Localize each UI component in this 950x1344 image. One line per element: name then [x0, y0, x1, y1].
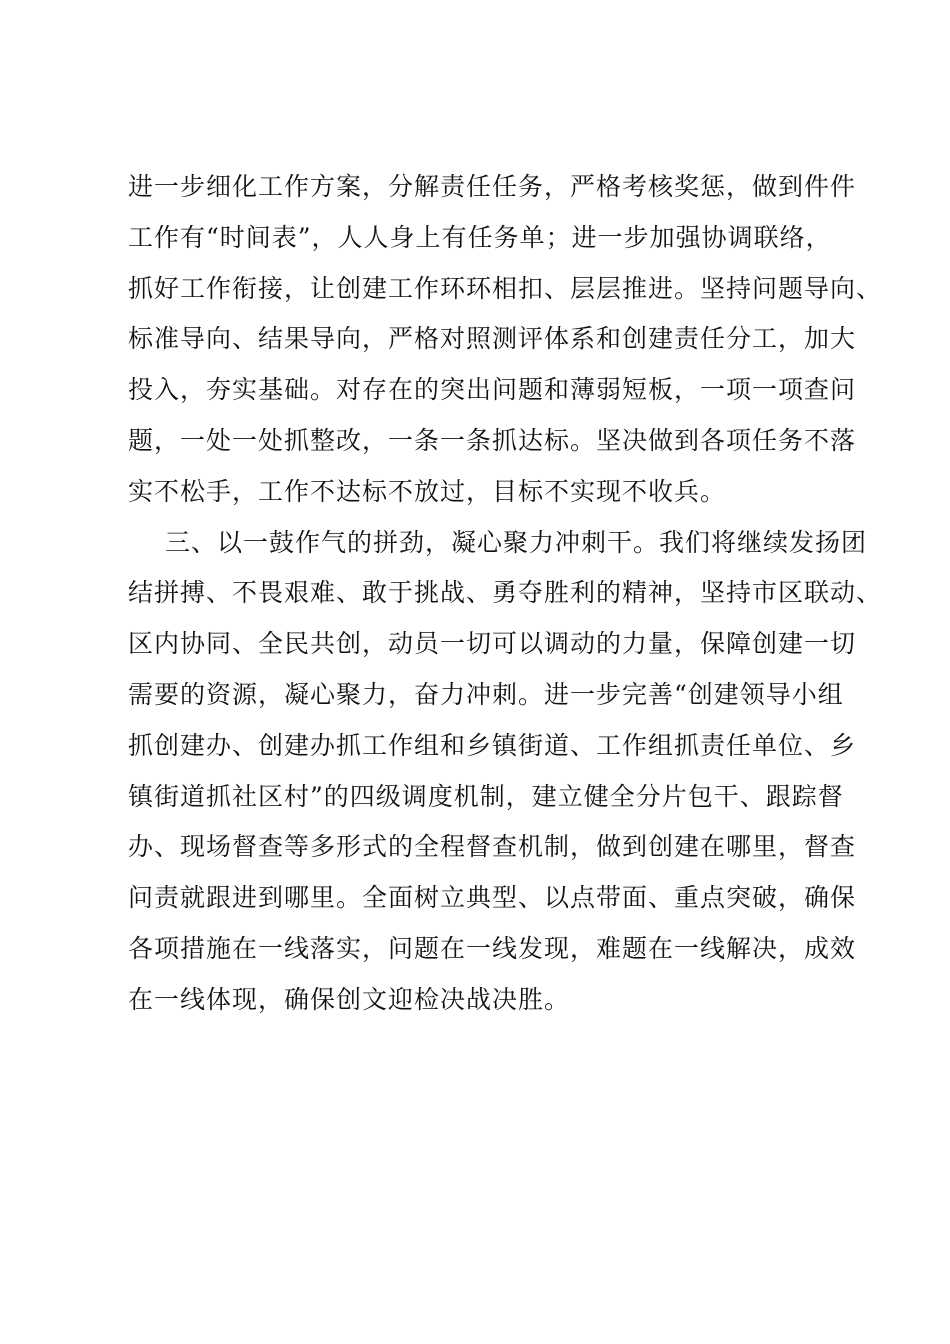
paragraph-line: 进一步细化工作方案，分解责任任务，严格考核奖惩，做到件件 [128, 172, 857, 201]
paragraph-line: 办、现场督查等多形式的全程督查机制，做到创建在哪里，督查 [128, 832, 857, 862]
paragraph-line: 工作有“时间表”，人人身上有任务单；进一步加强协调联络， [128, 222, 832, 252]
paragraph-line: 在一线体现，确保创文迎检决战决胜。 [128, 984, 571, 1014]
paragraph-line: 抓好工作衔接，让创建工作环环相扣、层层推进。坚持问题导向、 [128, 273, 883, 303]
paragraph-line: 题，一处一处抓整改，一条一条抓达标。坚决做到各项任务不落 [128, 425, 857, 455]
paragraph-line: 问责就跟进到哪里。全面树立典型、以点带面、重点突破，确保 [128, 883, 857, 913]
section-heading-line: 三、以一鼓作气的拼劲，凝心聚力冲刺干。我们将继续发扬团 [165, 527, 868, 557]
paragraph-line: 各项措施在一线落实，问题在一线发现，难题在一线解决，成效 [128, 933, 857, 963]
paragraph-line: 抓创建办、创建办抓工作组和乡镇街道、工作组抓责任单位、乡 [128, 730, 857, 760]
paragraph-line: 区内协同、全民共创，动员一切可以调动的力量，保障创建一切 [128, 629, 857, 659]
paragraph-line: 投入，夯实基础。对存在的突出问题和薄弱短板，一项一项查问 [128, 375, 857, 405]
document-body [128, 162, 883, 1026]
paragraph-line: 镇街道抓社区村”的四级调度机制，建立健全分片包干、跟踪督 [128, 781, 844, 811]
paragraph-line: 结拼搏、不畏艰难、敢于挑战、勇夺胜利的精神，坚持市区联动、 [128, 578, 883, 608]
paragraph-line: 需要的资源，凝心聚力，奋力冲刺。进一步完善“创建领导小组 [128, 679, 844, 709]
paragraph-line: 标准导向、结果导向，严格对照测评体系和创建责任分工，加大 [128, 324, 857, 354]
paragraph-line: 实不松手，工作不达标不放过，目标不实现不收兵。 [128, 476, 727, 506]
